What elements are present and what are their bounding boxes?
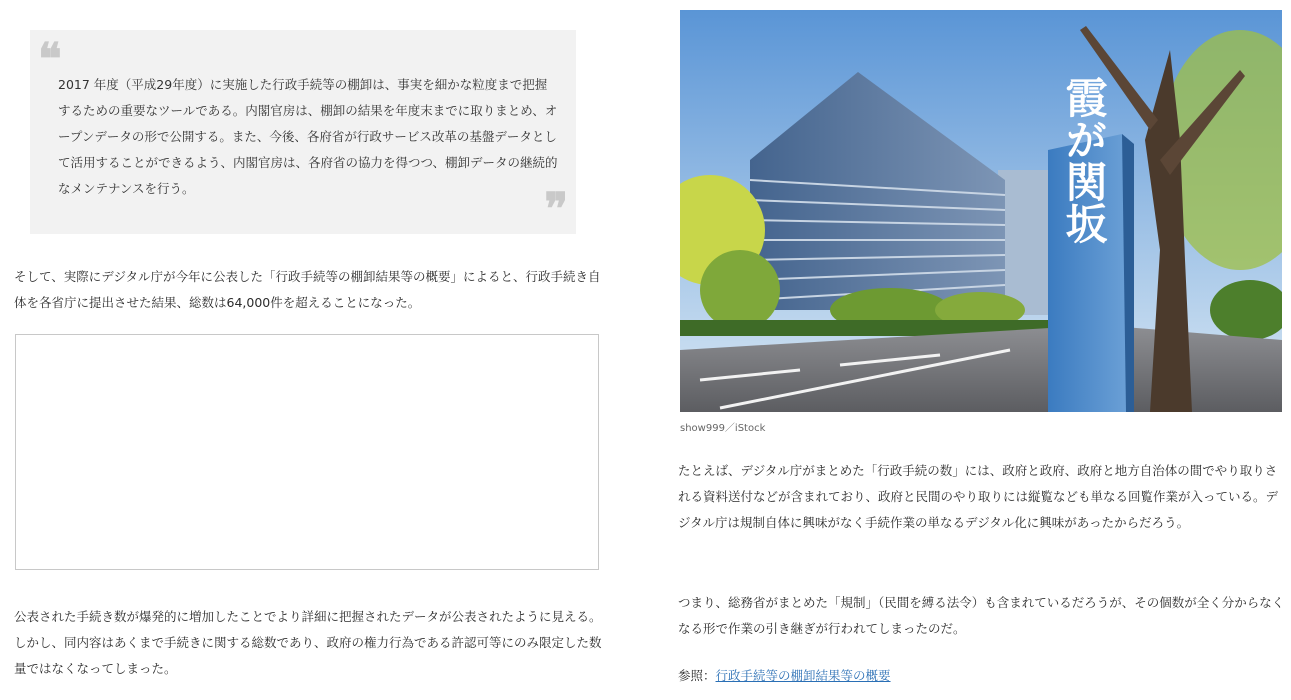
embedded-frame (15, 334, 599, 570)
reference-label: 参照： (678, 668, 716, 683)
kasumigaseki-photo (680, 10, 1282, 412)
body-paragraph: そして、実際にデジタル庁が今年に公表した「行政手続等の棚卸結果等の概要」によると、行政手続き自体を各省庁に提出させた結果、総数は64,000件を超えることになった。 (14, 269, 601, 310)
close-quote-icon: ❞ (544, 184, 568, 235)
open-quote-icon: ❝ (38, 34, 62, 85)
right-column (678, 0, 1291, 700)
sign-label: 霞が関坂 (1059, 76, 1109, 244)
body-paragraph: 公表された手続き数が爆発的に増加したことでより詳細に把握されたデータが公表されたように見える。しかし、同内容はあくまで手続きに関する総数であり、政府の権力行為である許認可等にのみ限定した数量ではなくなってしまった。 (14, 609, 602, 676)
left-column (0, 0, 620, 700)
body-paragraph: つまり、総務省がまとめた「規制」（民間を縛る法令）も含まれているだろうが、その個数が全く分からなくなる形で作業の引き継ぎが行われてしまったのだ。 (678, 595, 1285, 636)
reference-link[interactable]: 行政手続等の棚卸結果等の概要 (715, 668, 891, 683)
body-paragraph: たとえば、デジタル庁がまとめた「行政手続の数」には、政府と政府、政府と地方自治体の間でやり取りされる資料送付などが含まれており、政府と民間のやり取りには縦覧なども単なる回覧作業が入っている。デジタル庁は規制自体に興味がなく手続作業の単なるデジタル化に興味があったからだろう。 (678, 463, 1279, 530)
blockquote (30, 30, 576, 234)
photo-caption: show999／iStock (680, 423, 766, 434)
quote-text: 2017 年度（平成29年度）に実施した行政手続等の棚卸は、事実を細かな粒度まで把握するための重要なツールである。内閣官房は、棚卸の結果を年度末までに取りまとめ、オープンデータの形で公開する。また、今後、各府省が行政サービス改革の基盤データとして活用することができるよう、内閣官房は、各府省の協力を得つつ、棚卸データの継続的なメンテナンスを行う。 (58, 77, 558, 196)
reference-line (678, 665, 891, 687)
